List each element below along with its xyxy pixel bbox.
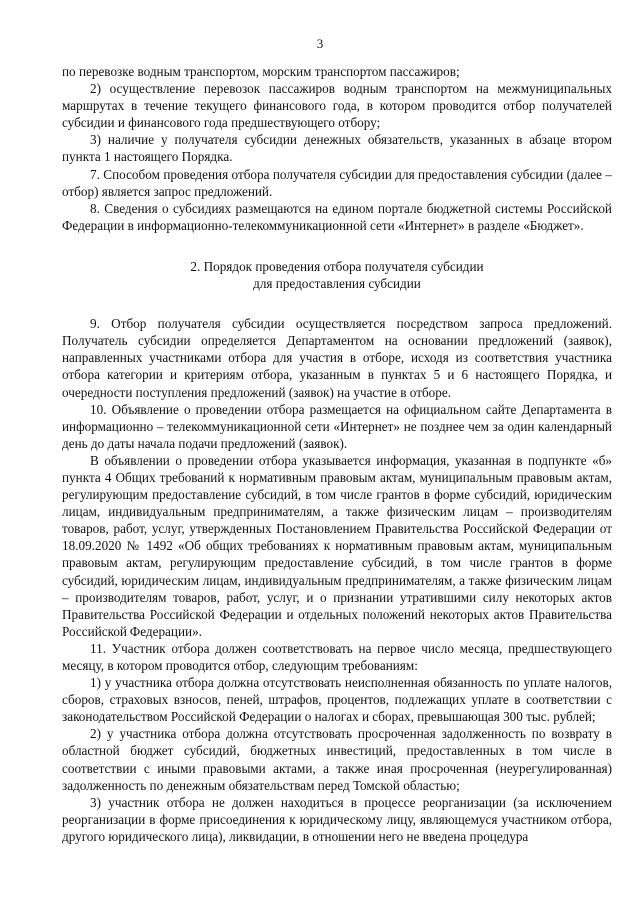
paragraph: 10. Объявление о проведении отбора размещается на официальном сайте Департамента в информационно – телекоммуникационной сети «Интернет» не позднее чем за один календарный день до даты начала подачи предложений (заявок). [62, 401, 612, 451]
paragraph: 3) наличие у получателя субсидии денежных обязательств, указанных в абзаце втором пункта 1 настоящего Порядка. [62, 132, 612, 165]
paragraph: 2) у участника отбора должна отсутствовать просроченная задолженность по возврату в областной бюджет субсидий, бюджетных инвестиций, предоставленных в том числе в соответствии с иными правовыми актами, а также иная просроченная (неурегулированная) задолженность по денежным обязательствам перед Томской областью; [62, 726, 612, 793]
paragraph: по перевозке водным транспортом, морским транспортом пассажиров; [62, 64, 460, 79]
section-heading-line: для предоставления субсидии [253, 276, 421, 292]
paragraph: 9. Отбор получателя субсидии осуществляется посредством запроса предложений. Получатель субсидии определяется Департаментом на основании предложений (заявок), направленных участниками отбора для участия в отборе, исходя из соответствия участника отбора категории и критериям отбора, указанным в пунктах 5 и 6 настоящего Порядка, и очередности поступления предложений (заявок) на участие в отборе. [62, 316, 612, 400]
paragraph: 11. Участник отбора должен соответствовать на первое число месяца, предшествующего месяцу, в котором проводится отбор, следующим требованиям: [62, 640, 612, 673]
document-body [62, 63, 612, 845]
paragraph: 3) участник отбора не должен находиться в процессе реорганизации (за исключением реорганизации в форме присоединения к юридическому лицу, являющемуся участником отбора, другого юридического лица), ликвидации, в отношении него не введена процедура [62, 794, 612, 844]
page-number: 3 [316, 36, 324, 51]
section-heading-line: 2. Порядок проведения отбора получателя субсидии [190, 258, 484, 274]
paragraph: 2) осуществление перевозок пассажиров водным транспортом на межмуниципальных маршрутах в течение текущего финансового года, в котором проводится отбор получателей субсидии и финансового года предшествующего отбору; [62, 81, 612, 131]
paragraph: В объявлении о проведении отбора указывается информация, указанная в подпункте «б» пункта 4 Общих требований к нормативным правовым актам, муниципальным правовым актам, регулирующим предоставление субсидий, в том числе грантов в форме субсидий, юридическим лицам, индивидуальным предпринимателям, а также физическим лицам – производителям товаров, работ, услуг, утвержденных Постановлением Правительства Российской Федерации от 18.09.2020 № 1492 «Об общих требованиях к нормативным правовым актам, муниципальным правовым актам, регулирующим предоставление субсидий, в том числе грантов в форме субсидий, юридическим лицам, индивидуальным предпринимателям, а также физическим лицам – производителям товаров, работ, услуг, и о признании утратившими силу некоторых актов Правительства Российской Федерации и отдельных положений некоторых актов Правительства Российской Федерации». [62, 452, 612, 639]
paragraph: 7. Способом проведения отбора получателя субсидии для предоставления субсидии (далее – отбор) является запрос предложений. [62, 166, 612, 199]
paragraph: 1) у участника отбора должна отсутствовать неисполненная обязанность по уплате налогов, сборов, страховых взносов, пеней, штрафов, процентов, подлежащих уплате в соответствии с законодательством Российской Федерации о налогах и сборах, превышающая 300 тыс. рублей; [62, 675, 612, 725]
section-heading [62, 258, 612, 292]
paragraph: 8. Сведения о субсидиях размещаются на едином портале бюджетной системы Российской Федерации в информационно-телекоммуникационной сети «Интернет» в разделе «Бюджет». [62, 200, 612, 233]
